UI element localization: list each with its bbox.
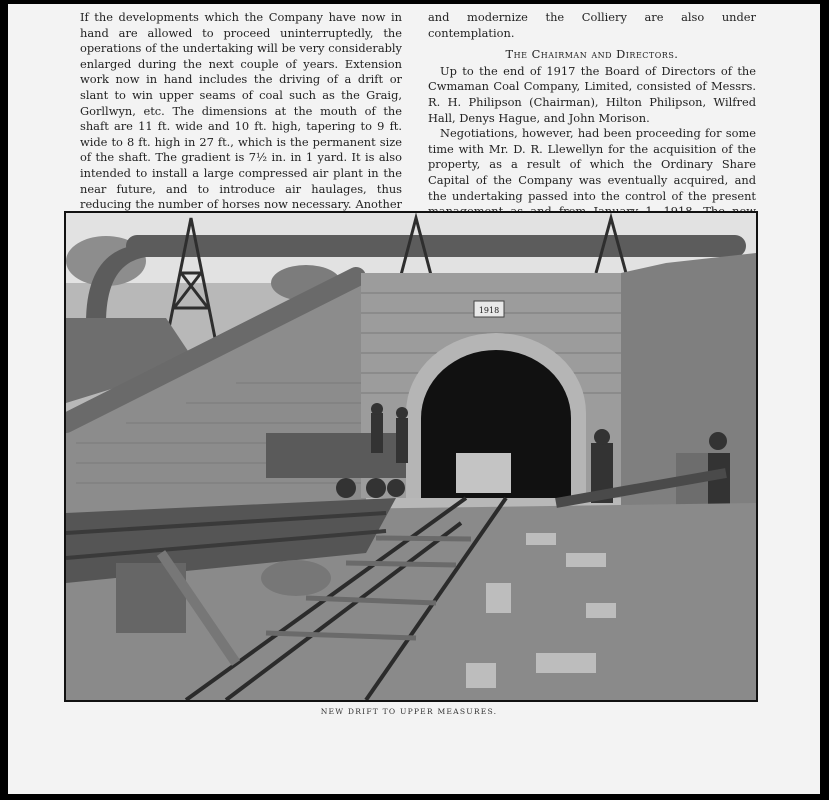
right-paragraph-1: Up to the end of 1917 the Board of Directors of the Cwmaman Coal Company, Limited, consisted of Messrs. R. H. Philipson (Chairman), Hilton Philipson, Wilfred Hall, Denys Hague, and John Morison. — [428, 63, 756, 125]
photo-caption: NEW DRIFT TO UPPER MEASURES. — [320, 707, 498, 716]
left-text-column — [80, 10, 402, 244]
section-heading: The Chairman and Directors. — [505, 47, 679, 62]
right-text-column — [428, 10, 756, 235]
document-page — [8, 4, 820, 794]
mine-drift-photograph — [64, 211, 758, 702]
right-top-line: and modernize the Colliery are also under contemplation. — [428, 10, 756, 40]
plaque-text: 1918 — [478, 306, 500, 315]
left-paragraph-1: If the developments which the Company have now in hand are allowed to proceed uninterruptedly, the operations of the undertaking will be very considerably enlarged during the next couple of years. Extension work now in hand includes the driving of a drift or slant to win upper seams of coal such as the Graig, Gorllwyn, etc. The dimensions at the mouth of the shaft are 11 ft. wide and 10 ft. high, tapering to 9 ft. wide to 8 ft. high in 27 ft., which is the permanent size of the shaft. The gradient is 7½ in. in 1 yard. It is also intended to install a large compressed air plant in the near future, and to introduce air haulages, thus reducing the number of horses now necessary. Another — [80, 10, 402, 212]
right-paragraph-2: Negotiations, however, had been proceeding for some time with Mr. D. R. Llewellyn for the acquisition of the property, as a result of which the Ordinary Share Capital of the Company was eventually acquired, and the undertaking passed into the control of the present — [428, 126, 756, 203]
